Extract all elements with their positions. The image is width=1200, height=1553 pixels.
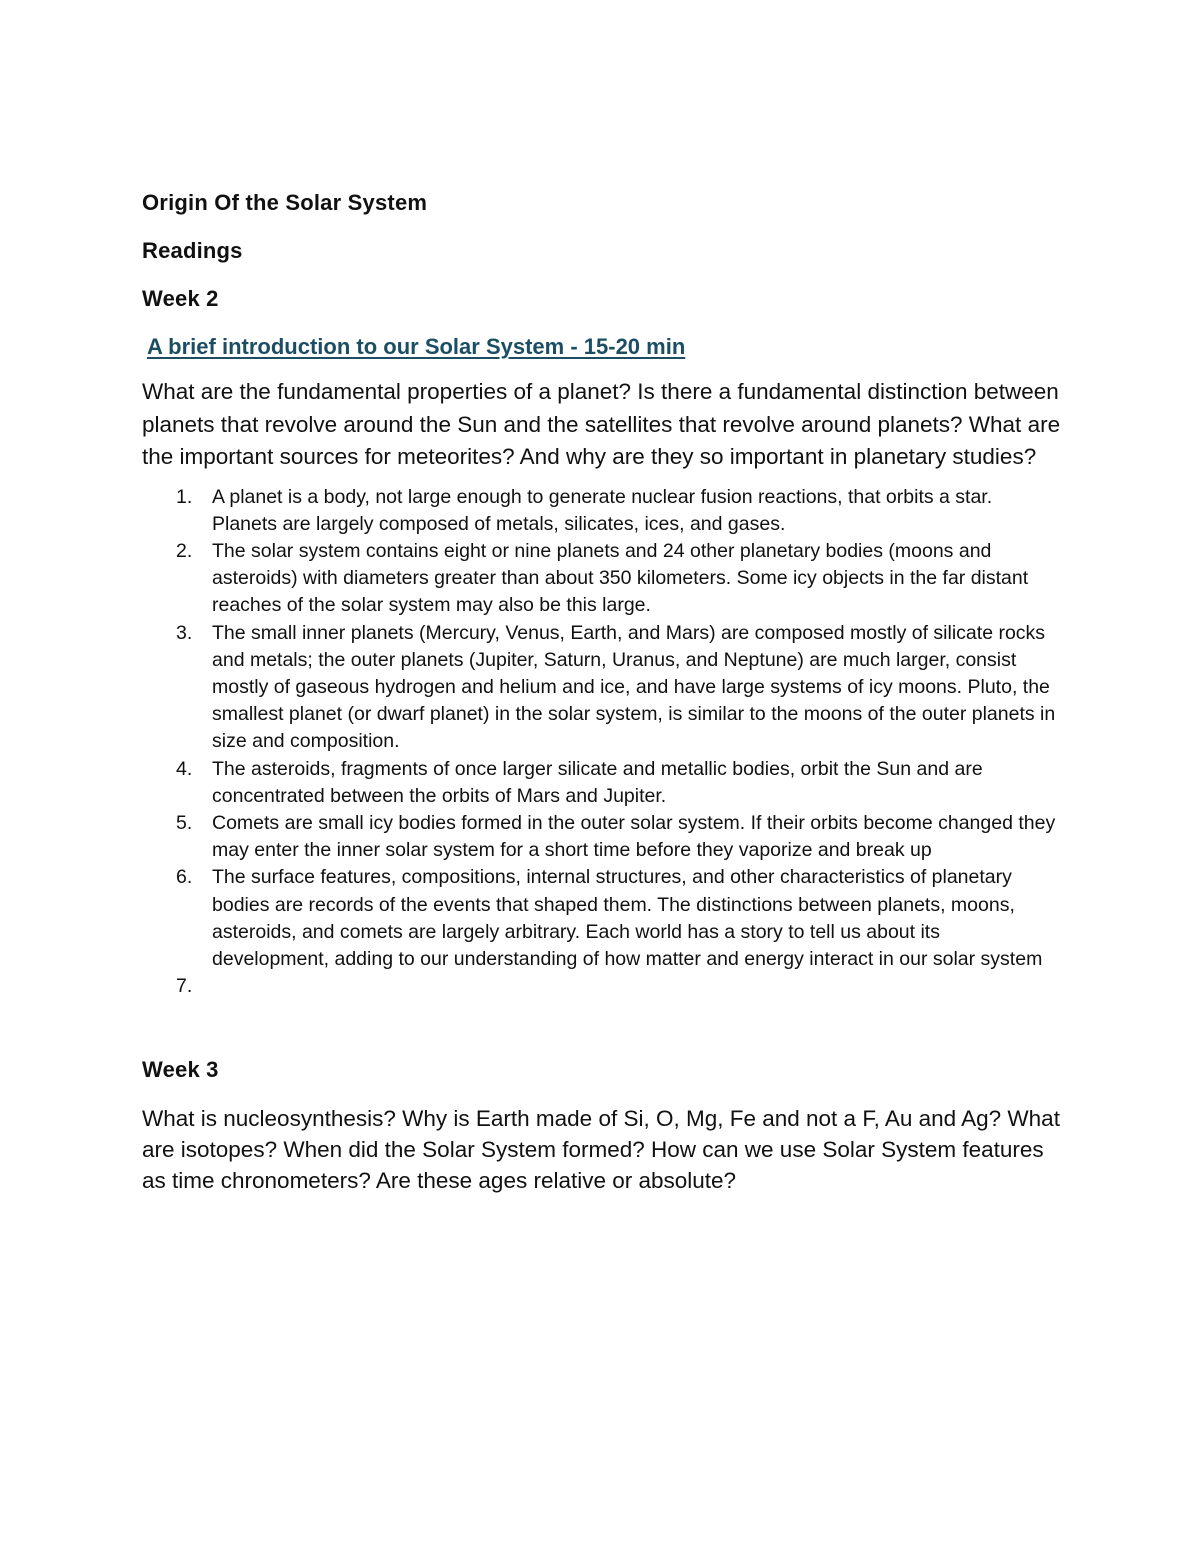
solar-system-intro-link[interactable]: A brief introduction to our Solar System - 15-20 min: [147, 334, 686, 359]
list-item-number: 1.: [176, 485, 193, 508]
week-2-points-list: [142, 484, 1062, 1001]
list-item: [142, 973, 1062, 1000]
list-item-number: 2.: [176, 539, 193, 562]
list-item-text: The small inner planets (Mercury, Venus, Earth, and Mars) are composed mostly of silicate rocks and metals; the outer planets (Jupiter, Saturn, Uranus, and Neptune) are much larger, consist mostly of gaseous hydrogen and helium and ice, and have large systems of icy moons. Pluto, the smallest planet (or dwarf planet) in the solar system, is similar to the moons of the outer planets in size and composition.: [212, 621, 1056, 753]
list-item: [142, 484, 1062, 538]
week-3-questions: What is nucleosynthesis? Why is Earth made of Si, O, Mg, Fe and not a F, Au and Ag? What are isotopes? When did the Solar System formed? How can we use Solar System features as time chronometers? Are these ages relative or absolute?: [142, 1106, 1060, 1194]
document-page: [142, 188, 1062, 1196]
list-item-text: [212, 975, 217, 997]
readings-heading: Readings: [142, 238, 243, 263]
list-item-number: 7.: [176, 975, 193, 998]
list-item: [142, 756, 1062, 810]
document-title: Origin Of the Solar System: [142, 190, 428, 215]
list-item: [142, 864, 1062, 973]
list-item: [142, 538, 1062, 620]
list-item-number: 6.: [176, 866, 193, 889]
list-item-text: A planet is a body, not large enough to generate nuclear fusion reactions, that orbits a star. Planets are largely composed of metals, silicates, ices, and gases.: [212, 485, 993, 535]
list-item-text: Comets are small icy bodies formed in the outer solar system. If their orbits become changed they may enter the inner solar system for a short time before they vaporize and break up: [212, 811, 1056, 862]
week-2-questions: What are the fundamental properties of a planet? Is there a fundamental distinction between planets that revolve around the Sun and the satellites that revolve around planets? What are the important sources for meteorites? And why are they so important in planetary studies?: [142, 379, 1061, 469]
list-item: [142, 620, 1062, 756]
list-item-text: The asteroids, fragments of once larger silicate and metallic bodies, orbit the Sun and are concentrated between the orbits of Mars and Jupiter.: [212, 757, 983, 807]
list-item-number: 5.: [176, 811, 193, 834]
list-item-number: 4.: [176, 757, 193, 780]
week-2-heading: Week 2: [142, 286, 219, 311]
week-3-heading: Week 3: [142, 1057, 219, 1083]
list-item-text: The surface features, compositions, internal structures, and other characteristics of planetary bodies are records of the events that shaped them. The distinctions between planets, moons, asteroids, and comets are largely arbitrary. Each world has a story to tell us about its development, adding to our understanding of how matter and energy interact in our solar system: [212, 866, 1043, 970]
list-item: [142, 810, 1062, 864]
list-item-text: The solar system contains eight or nine planets and 24 other planetary bodies (moons and asteroids) with diameters greater than about 350 kilometers. Some icy objects in the far distant reaches of the solar system may also be this large.: [212, 539, 1029, 617]
list-item-number: 3.: [176, 621, 193, 644]
